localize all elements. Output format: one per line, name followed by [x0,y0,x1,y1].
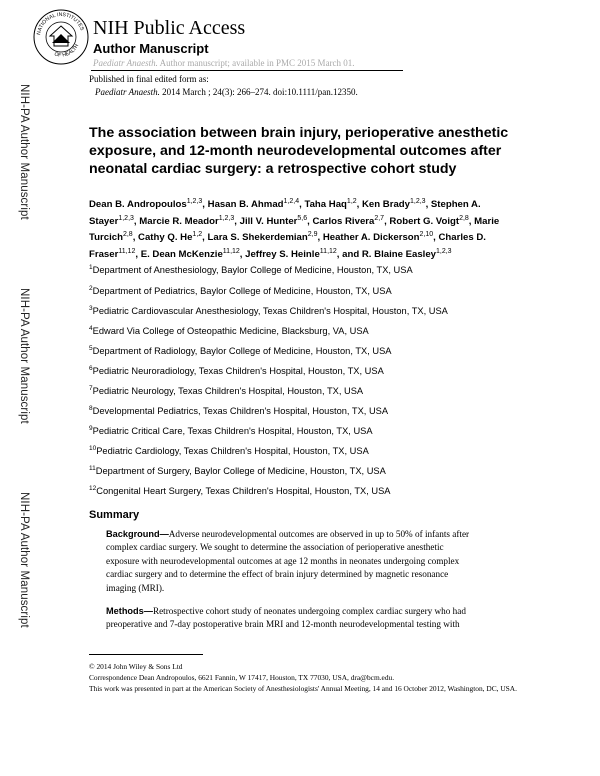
author-name: Marcie R. Meador [139,215,219,227]
author-name: Robert G. Voigt [389,215,460,227]
affiliation-text: Department of Surgery, Baylor College of Medicine, Houston, TX, USA [95,466,386,477]
author-affiliation-sup: 5,6 [297,214,308,222]
background-paragraph: Background—Adverse neurodevelopmental outcomes are observed in up to 50% of infants after complex cardiac surgery. We sought to determine the association of perioperative anesthetic exposure with neurodevelopmental outcomes at age 12 months in neonates undergoing complex cardiac surgery and to determine the effect of brain injury determined by magnetic resonance imaging (MRI). [106,529,470,593]
author-name: Marie Turcich [89,215,500,244]
author-name: Cathy Q. He [138,232,193,244]
correspondence-note: Correspondence Dean Andropoulos, 6621 Fannin, W 17417, Houston, TX 77030, USA, dra@bcm.edu. [89,673,395,682]
author-name: Stephen A. Stayer [89,199,481,227]
affiliation-item [89,445,369,456]
author-affiliation-sup: 1,2,3 [118,214,134,222]
author-name: E. Dean McKenzie [140,249,223,261]
affiliation-item [89,405,388,416]
nih-seal-logo [32,6,90,66]
sidebar-watermark: NIH-PA Author Manuscript [18,288,30,424]
affiliation-number: 11 [89,465,96,472]
seal-text-bottom: OF HEALTH [53,43,81,59]
affiliation-number: 12 [89,485,97,492]
affiliation-item [89,365,384,376]
author-name: Taha Haq [304,199,347,211]
author-name: Jill V. Hunter [239,215,298,227]
nih-public-access-title: NIH Public Access [93,17,246,39]
affiliation-number: 10 [89,445,97,452]
citation: Paediatr Anaesth. 2014 March ; 24(3): 266–274. doi:10.1111/pan.12350. [95,87,358,97]
affiliation-item [89,285,392,296]
affiliation-text: Department of Pediatrics, Baylor College of Medicine, Houston, TX, USA [92,286,392,297]
author-affiliation-sup: 2,10 [419,231,434,239]
author-name: Carlos Rivera [312,215,375,227]
affiliation-number: 6 [89,365,93,372]
sidebar-watermark: NIH-PA Author Manuscript [18,84,30,220]
affiliation-number: 2 [89,285,93,292]
affiliation-item [89,485,390,496]
affiliation-number: 4 [89,325,93,332]
author-name: Jeffrey S. Heinle [245,249,320,261]
affiliation-item [89,264,413,275]
methods-paragraph: Methods—Retrospective cohort study of neonates undergoing complex cardiac surgery who had preoperative and 7-day postoperative brain MRI and 12-month neurodevelopmental testing with [106,606,466,630]
seal-text-top: NATIONAL INSTITUTES [36,11,85,36]
author-manuscript-label: Author Manuscript [93,41,209,56]
affiliation-text: Pediatric Neuroradiology, Texas Children's Hospital, Houston, TX, USA [92,366,384,377]
sidebar-watermark: NIH-PA Author Manuscript [18,492,30,628]
affiliation-text: Developmental Pediatrics, Texas Children's Hospital, Houston, TX, USA [92,406,389,417]
affiliation-number: 1 [89,264,93,271]
affiliation-text: Pediatric Cardiology, Texas Children's Hospital, Houston, TX, USA [96,446,369,457]
and-word: and [342,249,360,261]
author-affiliation-sup: 2,8 [122,231,133,239]
author-name: Lara S. Shekerdemian [207,232,308,244]
author-affiliation-sup: 2,9 [307,231,318,239]
published-label: Published in final edited form as: [89,74,209,84]
affiliation-text: Pediatric Critical Care, Texas Children's Hospital, Houston, TX, USA [92,426,373,437]
author-list: Dean B. Andropoulos$^{1,2,3}$, Hasan B. Ahmad$^{1,2,4}$, Taha Haq$^{1,2}$, Ken Brady$^{1,2,3}$, Stephen A. Stayer$^{1,2,3}$, Marcie R. Meador$^{1,2,3}$, Jill V. Hunter$^{5,6}$, Carlos Rivera$^{2,7}$, Robert G. Voigt$^{2,8}$, Marie Turcich$^{2,8}$, Cathy Q. He$^{1,2}$, Lara S. Shekerdemian$^{2,9}$, Heather A. Dickerson$^{2,10}$, Charles D. Fraser$^{11,12}$, E. Dean McKenzie$^{11,12}$, Jeffrey S. Heinle$^{11,12}$, and R. Blaine Easley$^{1,2,3}$ [89,198,500,261]
affiliation-text: Department of Radiology, Baylor College of Medicine, Houston, TX, USA [92,346,392,357]
author-affiliation-sup: 1,2,3 [436,248,452,256]
presentation-note: This work was presented in part at the American Society of Anesthesiologists' Annual Meeting, 14 and 16 October 2012, Washington, DC, USA. [89,684,517,693]
author-affiliation-sup: 1,2,4 [283,198,300,205]
affiliation-item [89,465,386,476]
author-name: Hasan B. Ahmad [207,199,284,211]
availability-note: Paediatr Anaesth. Author manuscript; available in PMC 2015 March 01. [93,58,355,68]
affiliation-number: 8 [89,405,93,412]
affiliation-number: 9 [89,425,93,432]
affiliation-item [89,425,373,436]
author-affiliation-sup: 1,2,3 [409,198,426,205]
article-title: The association between brain injury, perioperative anesthetic exposure, and 12-month neurodevelopmental outcomes after neonatal cardiac surgery: a retrospective cohort study [89,125,509,177]
affiliation-text: Department of Anesthesiology, Baylor College of Medicine, Houston, TX, USA [92,265,413,276]
author-affiliation-sup: 2,8 [459,214,469,222]
copyright-note: © 2014 John Wiley & Sons Ltd [89,662,183,671]
affiliation-text: Pediatric Cardiovascular Anesthesiology, Texas Children's Hospital, Houston, TX, USA [92,306,448,317]
affiliation-number: 3 [89,305,93,312]
footnote-rule [89,654,203,655]
affiliation-item [89,305,448,316]
author-affiliation-sup: 2,7 [374,214,385,222]
author-affiliation-sup: 1,2,3 [186,198,203,205]
methods-label: Methods— [106,606,153,616]
affiliation-text: Pediatric Neurology, Texas Children's Hospital, Houston, TX, USA [92,386,364,397]
author-affiliation-sup: 1,2,3 [218,214,235,222]
affiliation-text: Edward Via College of Osteopathic Medicine, Blacksburg, VA, USA [92,326,369,337]
author-affiliation-sup: 1,2 [192,231,203,239]
affiliation-item [89,385,363,396]
affiliation-number: 5 [89,345,93,352]
background-label: Background— [106,529,169,539]
affiliation-item [89,325,369,336]
header-rule [91,70,403,71]
author-affiliation-sup: 11,12 [319,248,337,256]
author-affiliation-sup: 11,12 [118,248,136,256]
author-name: Charles D. Fraser [89,232,486,261]
author-name: Ken Brady [362,199,410,211]
affiliation-number: 7 [89,385,93,392]
author-affiliation-sup: 11,12 [222,248,240,256]
affiliation-item [89,345,391,356]
author-name: R. Blaine Easley [361,249,436,261]
summary-heading: Summary [89,509,140,521]
author-affiliation-sup: 1,2 [346,198,357,205]
affiliation-text: Congenital Heart Surgery, Texas Children's Hospital, Houston, TX, USA [96,486,391,497]
author-name: Dean B. Andropoulos [89,199,187,211]
author-name: Heather A. Dickerson [322,232,420,244]
